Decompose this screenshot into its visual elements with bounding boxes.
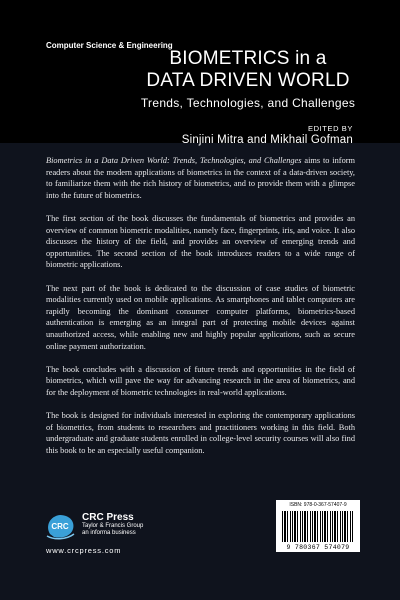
book-subtitle: Trends, Technologies, and Challenges — [140, 96, 356, 110]
isbn-label: ISBN: 978-0-367-57407-9 — [289, 502, 347, 508]
crc-press-logo-icon — [44, 512, 76, 540]
description-title-italic: Biometrics in a Data Driven World: Trends, Technologies, and Challenges — [46, 156, 302, 165]
book-description — [46, 155, 355, 468]
description-paragraph-1-text: aims to inform readers about the modern applications of biometrics in the context of a data-driven society, to familiarize them with the rich history of biometrics, and to provide them with a glimpse into the future of biometrics. — [46, 156, 356, 200]
barcode-icon — [282, 511, 354, 542]
description-paragraph-3: The next part of the book is dedicated to the discussion of case studies of biometric modalities currently used on mobile applications. As smartphones and tablet computers are rapidly becoming the dominant consumer computer platforms, biometrics-based authentication is emerging as an integral part of protecting mobile devices against unauthorized access, while enabling new and highly popular applications, such as secure online payment authorization. — [46, 283, 355, 351]
publisher-group: Taylor & Francis Group — [82, 523, 144, 529]
publisher-text — [82, 512, 143, 537]
isbn-barcode-box — [276, 500, 360, 552]
description-paragraph-5: The book is designed for individuals interested in exploring the contemporary applications of biometrics, from students to researchers and practitioners working in this field. Both undergraduate and graduate students enrolled in college-level security courses will also find this book to be an especially useful companion. — [46, 411, 355, 455]
editors-names: Sinjini Mitra and Mikhail Gofman — [181, 134, 353, 146]
cover-header — [0, 0, 400, 146]
series-label: Computer Science & Engineering — [46, 41, 173, 50]
crc-logo-mark: CRC — [51, 522, 69, 531]
edited-by-label: EDITED BY — [308, 124, 353, 133]
publisher-url: www.crcpress.com — [46, 546, 122, 555]
description-paragraph-4: The book concludes with a discussion of future trends and opportunities in the field of biometrics, which will pave the way for advancing research in the area of biometrics, and for the deployment of biometric technologies in real-world applications. — [46, 364, 355, 397]
book-title-line-2: DATA DRIVEN WORLD — [146, 70, 350, 91]
publisher-tagline: an informa business — [82, 530, 136, 536]
book-title — [0, 48, 400, 92]
description-paragraph-1 — [46, 155, 355, 201]
description-paragraph-2: The first section of the book discusses the fundamentals of biometrics and provides an overview of common biometric modalities, namely face, fingerprints, iris, and voice. It also discusses the history of the field, and provides an overview of emerging trends and opportunities. The second section of the book introduces readers to a wide range of biometric applications. — [46, 213, 355, 270]
isbn-digits: 9 780367 574079 — [286, 544, 350, 551]
book-title-line-1: BIOMETRICS in a — [169, 48, 327, 69]
publisher-name: CRC Press — [82, 512, 134, 523]
